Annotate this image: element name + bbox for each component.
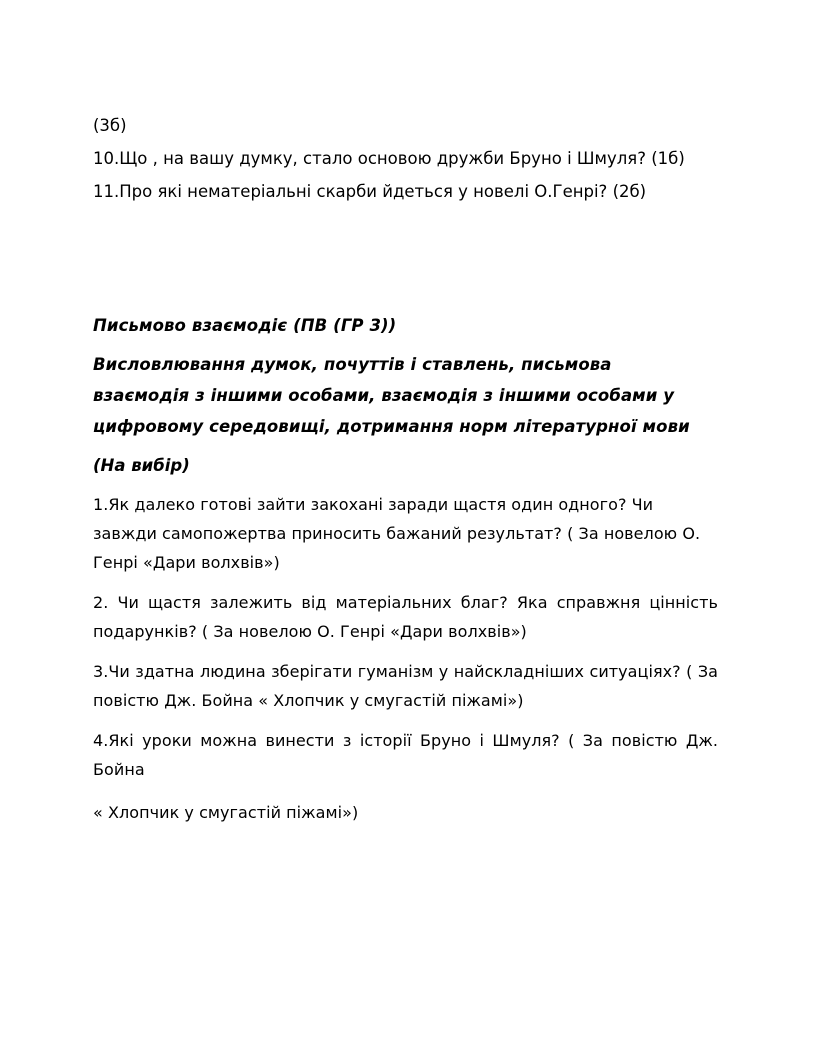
section-choice-label: (На вибір) <box>93 456 190 475</box>
section-description: Висловлювання думок, почуттів і ставлень, письмова взаємодія з іншими особами, взаємодія з іншими особами у цифровому середовищі, дотримання норм літературної мови <box>93 355 690 436</box>
document-body <box>93 111 718 827</box>
top-questions-block <box>93 111 718 207</box>
question-item-11: 11.Про які нематеріальні скарби йдеться у новелі О.Генрі? (2б) <box>93 182 647 201</box>
task-list <box>93 490 718 827</box>
section-spacer <box>93 210 718 310</box>
task-item-3: 3.Чи здатна людина зберігати гуманізм у найскладніших ситуаціях? ( За повістю Дж. Бойна « Хлопчик у смугастій піжамі») <box>93 662 718 710</box>
task-item-1: 1.Як далеко готові зайти закохані заради щастя один одного? Чи завжди самопожертва приносить бажаний результат? ( За новелою О. Генрі «Дари волхвів») <box>93 495 701 572</box>
question-item-10: 10.Що , на вашу думку, стало основою дружби Бруно і Шмуля? (1б) <box>93 149 685 168</box>
section-heading: Письмово взаємодіє (ПВ (ГР 3)) <box>93 316 397 335</box>
task-trailing-line: « Хлопчик у смугастій піжамі») <box>93 803 359 822</box>
points-annotation: (3б) <box>93 116 127 135</box>
task-item-4: 4.Які уроки можна винести з історії Бруно і Шмуля? ( За повістю Дж. Бойна <box>93 731 718 779</box>
task-item-2: 2. Чи щастя залежить від матеріальних благ? Яка справжня цінність подарунків? ( За новелою О. Генрі «Дари волхвів») <box>93 593 718 641</box>
